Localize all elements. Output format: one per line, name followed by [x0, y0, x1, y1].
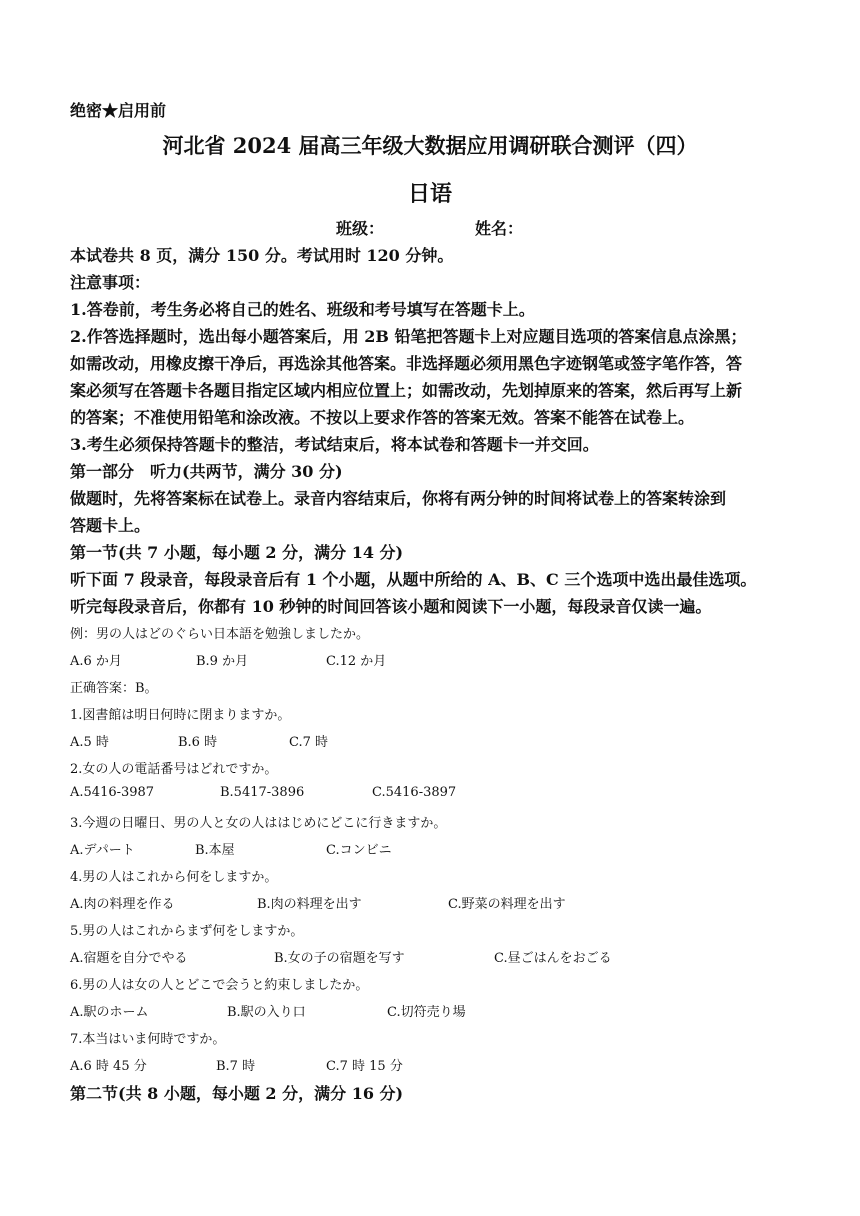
- subject-title: 日语: [407, 181, 452, 207]
- option-a: A.駅のホーム: [70, 1005, 149, 1020]
- note-1: 1.答卷前，考生务必将自己的姓名、班级和考号填写在答题卡上。: [70, 300, 535, 319]
- question-5-options: [70, 947, 830, 965]
- option-b: B.本屋: [195, 843, 235, 858]
- option-a: A.肉の料理を作る: [70, 897, 175, 912]
- option-a: A.宿題を自分でやる: [70, 951, 188, 966]
- option-c: C.昼ごはんをおごる: [494, 951, 612, 966]
- option-b: B.肉の料理を出す: [257, 897, 362, 912]
- option-a: A.デパート: [70, 843, 135, 858]
- class-label: 班级：: [336, 219, 385, 238]
- part1-instructions-line-1: 做题时，先将答案标在试卷上。录音内容结束后，你将有两分钟的时间将试卷上的答案转涂到: [70, 489, 727, 508]
- option-c: C.7 時 15 分: [326, 1059, 403, 1074]
- option-a: A.6 時 45 分: [70, 1059, 147, 1074]
- option-c: C.切符売り場: [387, 1005, 466, 1020]
- exam-summary: 本试卷共 8 页，满分 150 分。考试用时 120 分钟。: [70, 246, 454, 265]
- option-b: B.9 か月: [196, 654, 249, 669]
- option-c: C.野菜の料理を出す: [448, 897, 566, 912]
- option-b: B.駅の入り口: [227, 1005, 306, 1020]
- option-b: B.女の子の宿題を写す: [274, 951, 405, 966]
- note-2-line-4: 的答案；不准使用铅笔和涂改液。不按以上要求作答的答案无效。答案不能答在试卷上。: [70, 408, 695, 427]
- example-answer: 正确答案：B。: [70, 681, 158, 696]
- option-b: B.6 時: [178, 735, 218, 750]
- option-c: C.12 か月: [326, 654, 387, 669]
- part1-title: 第一部分 听力(共两节，满分 30 分): [70, 462, 343, 481]
- question-2-options: [70, 785, 830, 803]
- note-2-line-2: 如需改动，用橡皮擦干净后，再选涂其他答案。非选择题必须用黑色字迹钢笔或签字笔作答，答: [70, 354, 743, 373]
- question-3: 3.今週の日曜日、男の人と女の人ははじめにどこに行きますか。: [70, 816, 447, 831]
- note-2-line-1: 2.作答选择题时，选出每小题答案后，用 2B 铅笔把答题卡上对应题目选项的答案信息点涂黑；: [70, 327, 747, 346]
- option-b: B.7 時: [216, 1059, 256, 1074]
- name-label: 姓名：: [475, 219, 524, 238]
- exam-title: 河北省 2024 届高三年级大数据应用调研联合测评（四）: [162, 133, 698, 158]
- question-5: 5.男の人はこれからまず何をしますか。: [70, 924, 304, 939]
- option-b: B.5417-3896: [220, 785, 305, 800]
- confidential-label: 绝密★启用前: [70, 101, 167, 120]
- option-a: A.5416-3987: [70, 785, 155, 800]
- option-a: A.5 時: [70, 735, 109, 750]
- option-c: C.コンビニ: [326, 843, 392, 858]
- example-options: [70, 650, 830, 668]
- question-6-options: [70, 1001, 830, 1019]
- notes-title: 注意事项：: [70, 273, 151, 292]
- question-7-options: [70, 1055, 830, 1073]
- section1-title: 第一节(共 7 小题，每小题 2 分，满分 14 分): [70, 543, 404, 562]
- section1-instructions-line-2: 听完每段录音后，你都有 10 秒钟的时间回答该小题和阅读下一小题，每段录音仅读一遍。: [70, 597, 712, 616]
- question-3-options: [70, 839, 830, 857]
- question-4: 4.男の人はこれから何をしますか。: [70, 870, 278, 885]
- section2-title: 第二节(共 8 小题，每小题 2 分，满分 16 分): [70, 1084, 404, 1103]
- option-c: C.7 時: [289, 735, 329, 750]
- question-1: 1.図書館は明日何時に閉まりますか。: [70, 708, 291, 723]
- section1-instructions-line-1: 听下面 7 段录音，每段录音后有 1 个小题，从题中所给的 A、B、C 三个选项中选出最佳选项。: [70, 570, 757, 589]
- note-3: 3.考生必须保持答题卡的整洁，考试结束后，将本试卷和答题卡一并交回。: [70, 435, 599, 454]
- question-1-options: [70, 731, 830, 749]
- question-7: 7.本当はいま何時ですか。: [70, 1032, 226, 1047]
- example-question: 例：男の人はどのぐらい日本語を勉強しましたか。: [70, 627, 370, 642]
- question-4-options: [70, 893, 830, 911]
- option-a: A.6 か月: [70, 654, 122, 669]
- question-6: 6.男の人は女の人とどこで会うと約束しましたか。: [70, 978, 369, 993]
- note-2-line-3: 案必须写在答题卡各题目指定区域内相应位置上；如需改动，先划掉原来的答案，然后再写上新: [70, 381, 743, 400]
- part1-instructions-line-2: 答题卡上。: [70, 516, 151, 535]
- question-2: 2.女の人の電話番号はどれですか。: [70, 762, 278, 777]
- option-c: C.5416-3897: [372, 785, 457, 800]
